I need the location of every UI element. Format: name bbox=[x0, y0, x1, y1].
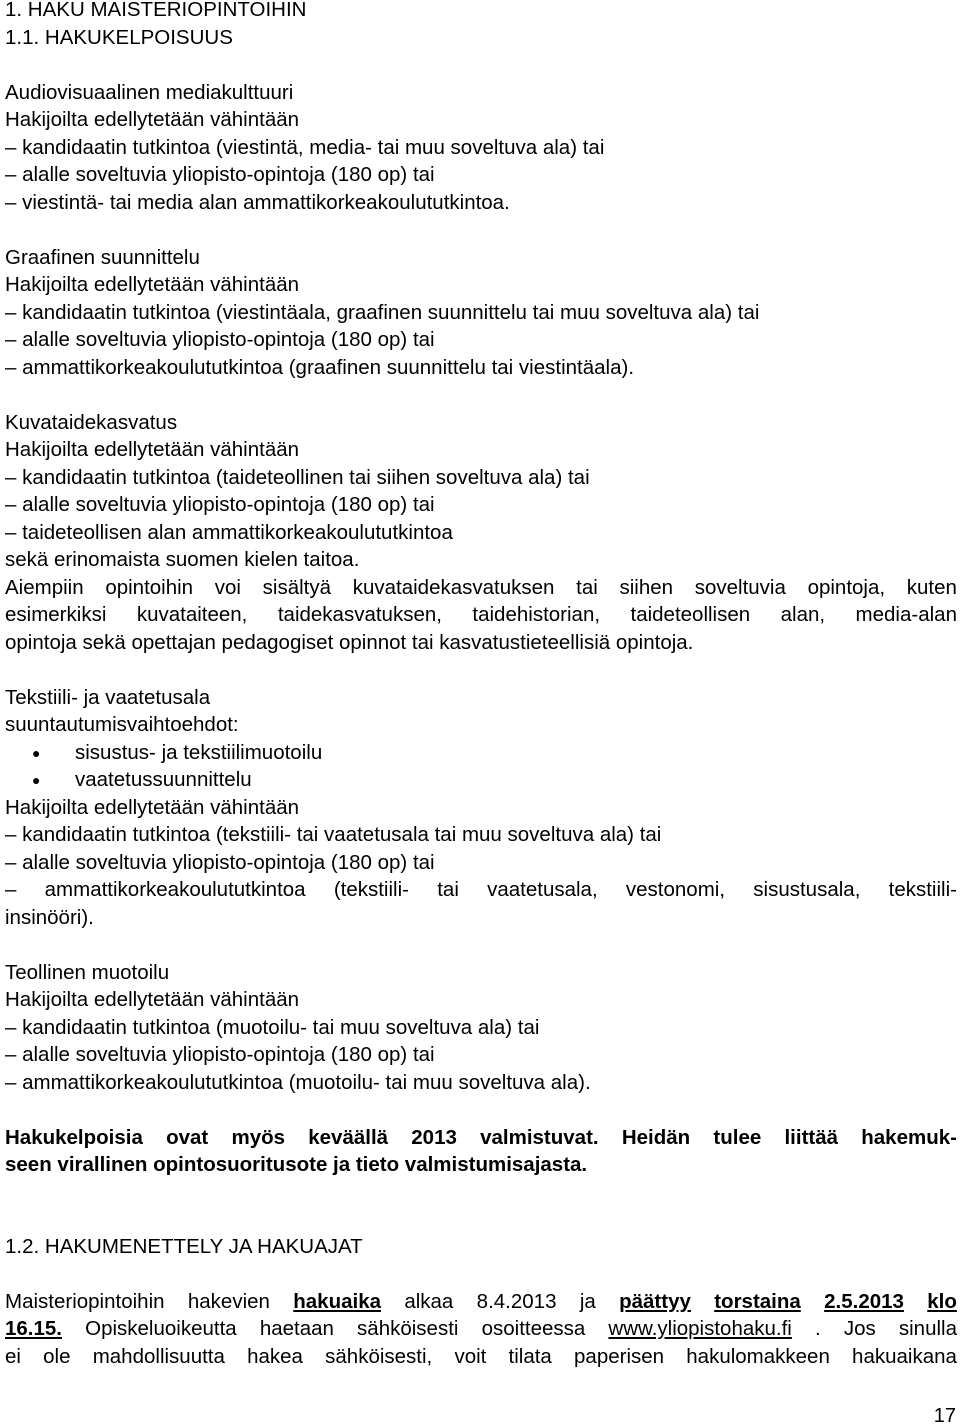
word: keväällä bbox=[308, 1126, 389, 1149]
word: (tekstiili- bbox=[333, 878, 409, 901]
word: alkaa bbox=[404, 1290, 454, 1313]
word: Opiskeluoikeutta bbox=[85, 1317, 237, 1340]
heading-haku: 1. HAKU MAISTERIOPINTOIHIN bbox=[5, 0, 307, 21]
notice-line-1 bbox=[5, 1126, 957, 1150]
word: hakevien bbox=[187, 1290, 270, 1313]
word: sähköisesti, bbox=[325, 1345, 433, 1368]
word: hakea bbox=[247, 1345, 303, 1368]
word: siihen bbox=[619, 576, 674, 599]
word: klo bbox=[927, 1290, 957, 1313]
word: 2013 bbox=[411, 1126, 457, 1149]
word: 8.4.2013 bbox=[476, 1290, 557, 1313]
word: tai bbox=[437, 878, 459, 901]
word: hakemuk- bbox=[861, 1126, 957, 1149]
tm-line-2: – alalle soveltuvia yliopisto-opintoja (180 op) tai bbox=[5, 1043, 435, 1066]
word: kuvataidekasvatuksen bbox=[352, 576, 555, 599]
kv-line-1: – kandidaatin tutkintoa (taideteollinen tai siihen soveltuva ala) tai bbox=[5, 466, 590, 489]
hakuaika-line-2 bbox=[5, 1317, 957, 1341]
word: alan, bbox=[780, 603, 826, 626]
gs-line-2: – alalle soveltuvia yliopisto-opintoja (180 op) tai bbox=[5, 328, 435, 351]
av-line-1: – kandidaatin tutkintoa (viestintä, media- tai muu soveltuva ala) tai bbox=[5, 136, 605, 159]
hakuaika-line-1 bbox=[5, 1290, 957, 1314]
page-number: 17 bbox=[933, 1405, 956, 1427]
word: liittää bbox=[784, 1126, 839, 1149]
gs-line-3: – ammattikorkeakoulututkintoa (graafinen suunnittelu tai viestintäala). bbox=[5, 356, 635, 379]
av-intro: Hakijoilta edellytetään vähintään bbox=[5, 108, 300, 131]
word: tilata bbox=[508, 1345, 552, 1368]
section-title-av: Audiovisuaalinen mediakulttuuri bbox=[5, 81, 294, 104]
tm-line-3: – ammattikorkeakoulututkintoa (muotoilu- tai muu soveltuva ala). bbox=[5, 1071, 591, 1094]
word: taideteollisen bbox=[630, 603, 751, 626]
tv-line-3 bbox=[5, 878, 957, 902]
word: valmistuvat. bbox=[480, 1126, 599, 1149]
word: mahdollisuutta bbox=[92, 1345, 225, 1368]
word: . bbox=[815, 1317, 821, 1340]
word: kuten bbox=[906, 576, 957, 599]
word: sinulla bbox=[898, 1317, 957, 1340]
tv-line-4: insinööri). bbox=[5, 906, 94, 929]
av-line-2: – alalle soveltuvia yliopisto-opintoja (180 op) tai bbox=[5, 163, 435, 186]
section-title-gs: Graafinen suunnittelu bbox=[5, 246, 200, 269]
word: ovat bbox=[166, 1126, 209, 1149]
word: voit bbox=[454, 1345, 487, 1368]
word: ja bbox=[579, 1290, 596, 1313]
word: taidehistorian, bbox=[472, 603, 601, 626]
bullet-icon: ● bbox=[32, 745, 41, 761]
tv-subtitle: suuntautumisvaihtoehdot: bbox=[5, 713, 239, 736]
word: ei bbox=[5, 1345, 21, 1368]
word: Maisteriopintoihin bbox=[5, 1290, 165, 1313]
word: torstaina bbox=[714, 1290, 801, 1313]
word: sähköisesti bbox=[357, 1317, 459, 1340]
word: päättyy bbox=[619, 1290, 691, 1313]
word: tai bbox=[576, 576, 598, 599]
tv-intro: Hakijoilta edellytetään vähintään bbox=[5, 796, 300, 819]
word: 2.5.2013 bbox=[824, 1290, 904, 1313]
word: voi bbox=[214, 576, 241, 599]
word: hakuaika bbox=[293, 1290, 381, 1313]
word: sisältyä bbox=[262, 576, 332, 599]
av-line-3: – viestintä- tai media alan ammattikorkeakoulututkintoa. bbox=[5, 191, 510, 214]
word: tekstiili- bbox=[888, 878, 957, 901]
heading-hakumenettely: 1.2. HAKUMENETTELY JA HAKUAJAT bbox=[5, 1235, 363, 1258]
word: paperisen bbox=[574, 1345, 665, 1368]
notice-line-2: seen virallinen opintosuoritusote ja tieto valmistumisajasta. bbox=[5, 1153, 588, 1176]
word: hakulomakkeen bbox=[686, 1345, 830, 1368]
word: ole bbox=[43, 1345, 71, 1368]
word: soveltuvia bbox=[694, 576, 786, 599]
word: taidekasvatuksen, bbox=[277, 603, 442, 626]
section-title-tm: Teollinen muotoilu bbox=[5, 961, 170, 984]
gs-intro: Hakijoilta edellytetään vähintään bbox=[5, 273, 300, 296]
word: – bbox=[5, 878, 17, 901]
word: myös bbox=[231, 1126, 286, 1149]
kv-line-3: – taideteollisen alan ammattikorkeakoulututkintoa bbox=[5, 521, 453, 544]
kv-intro: Hakijoilta edellytetään vähintään bbox=[5, 438, 300, 461]
word: kuvataiteen, bbox=[136, 603, 248, 626]
word: opintoja, bbox=[807, 576, 886, 599]
kv-line-4: sekä erinomaista suomen kielen taitoa. bbox=[5, 548, 360, 571]
word: Hakukelpoisia bbox=[5, 1126, 143, 1149]
hakuaika-line-3 bbox=[5, 1345, 957, 1369]
kv-paragraph-3: opintoja sekä opettajan pedagogiset opinnot tai kasvatustieteellisiä opintoja. bbox=[5, 631, 694, 654]
word: ammattikorkeakoulututkintoa bbox=[44, 878, 306, 901]
word: Heidän bbox=[621, 1126, 691, 1149]
tv-line-2: – alalle soveltuvia yliopisto-opintoja (180 op) tai bbox=[5, 851, 435, 874]
kv-paragraph-2 bbox=[5, 603, 957, 627]
kv-line-2: – alalle soveltuvia yliopisto-opintoja (180 op) tai bbox=[5, 493, 435, 516]
word: 16.15. bbox=[5, 1317, 62, 1340]
word: vaatetusala, bbox=[487, 878, 598, 901]
tm-line-1: – kandidaatin tutkintoa (muotoilu- tai muu soveltuva ala) tai bbox=[5, 1016, 540, 1039]
kv-paragraph-1 bbox=[5, 576, 957, 600]
heading-hakukelpoisuus: 1.1. HAKUKELPOISUUS bbox=[5, 26, 233, 49]
word: osoitteessa bbox=[481, 1317, 586, 1340]
tv-bullet-1: sisustus- ja tekstiilimuotoilu bbox=[75, 741, 323, 764]
word: Aiempiin bbox=[5, 576, 84, 599]
word: tulee bbox=[713, 1126, 762, 1149]
tm-intro: Hakijoilta edellytetään vähintään bbox=[5, 988, 300, 1011]
word: sisustusala, bbox=[753, 878, 861, 901]
bullet-icon: ● bbox=[32, 772, 41, 788]
word[interactable]: www.yliopistohaku.fi bbox=[608, 1317, 792, 1340]
word: media-alan bbox=[855, 603, 957, 626]
word: esimerkiksi bbox=[5, 603, 107, 626]
tv-line-1: – kandidaatin tutkintoa (tekstiili- tai vaatetusala tai muu soveltuva ala) tai bbox=[5, 823, 662, 846]
section-title-tv: Tekstiili- ja vaatetusala bbox=[5, 686, 211, 709]
gs-line-1: – kandidaatin tutkintoa (viestintäala, graafinen suunnittelu tai muu soveltuva ala) tai bbox=[5, 301, 760, 324]
word: opintoihin bbox=[105, 576, 194, 599]
word: Jos bbox=[843, 1317, 876, 1340]
word: vestonomi, bbox=[625, 878, 726, 901]
word: haetaan bbox=[259, 1317, 334, 1340]
tv-bullet-2: vaatetussuunnittelu bbox=[75, 768, 252, 791]
section-title-kv: Kuvataidekasvatus bbox=[5, 411, 178, 434]
word: hakuaikana bbox=[852, 1345, 957, 1368]
